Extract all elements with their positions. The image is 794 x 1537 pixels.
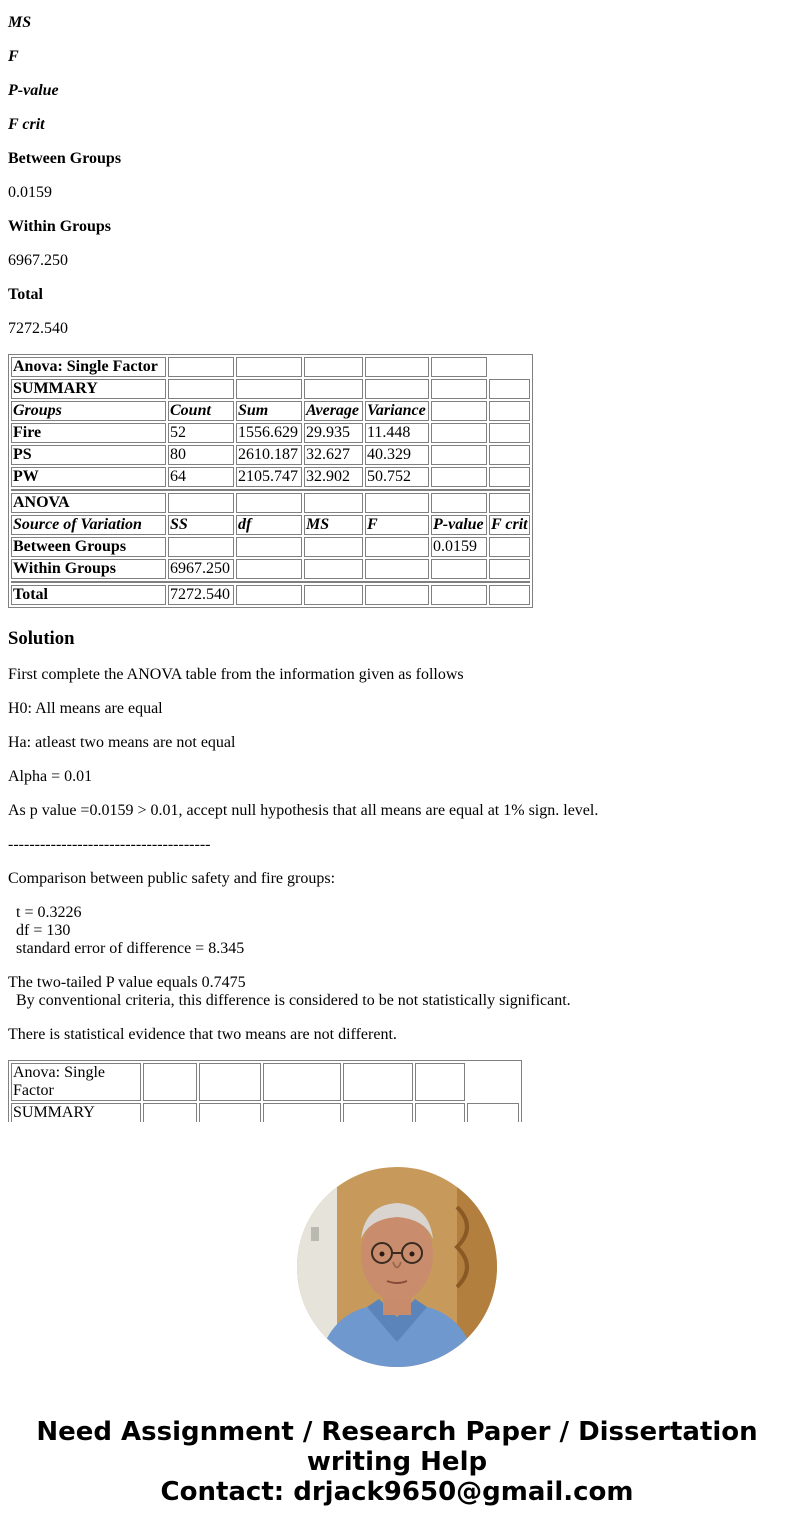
banner-line-1: Need Assignment / Research Paper / Dissertation bbox=[36, 1417, 758, 1447]
column-header: Groups bbox=[11, 401, 166, 421]
group-name: PW bbox=[11, 467, 166, 487]
author-photo bbox=[297, 1167, 497, 1367]
summary-label: SUMMARY bbox=[11, 379, 166, 399]
table-cell: 29.935 bbox=[304, 423, 363, 443]
label-p-value: P-value bbox=[8, 82, 59, 99]
table-cell: 32.902 bbox=[304, 467, 363, 487]
column-header: F bbox=[365, 515, 429, 535]
t-value: t = 0.3226 bbox=[16, 904, 82, 921]
table-row bbox=[11, 537, 530, 557]
column-header: Source of Variation bbox=[11, 515, 166, 535]
anova-header-row bbox=[11, 515, 530, 535]
table-row bbox=[11, 493, 530, 513]
table-cell: 64 bbox=[168, 467, 234, 487]
table-cell: 2610.187 bbox=[236, 445, 302, 465]
table-cell: 11.448 bbox=[365, 423, 429, 443]
t-test-stats bbox=[16, 904, 786, 958]
summary-header-row bbox=[11, 401, 530, 421]
table-row bbox=[11, 467, 530, 487]
anova-table bbox=[8, 354, 533, 608]
standard-error: standard error of difference = 8.345 bbox=[16, 940, 245, 957]
criteria-line: By conventional criteria, this difference is considered to be not statistically significant. bbox=[16, 992, 571, 1009]
source-label: Total bbox=[11, 585, 166, 605]
table-cell: 7272.540 bbox=[168, 585, 234, 605]
value-between-groups: 0.0159 bbox=[8, 184, 52, 201]
column-header: Sum bbox=[236, 401, 302, 421]
value-within-groups: 6967.250 bbox=[8, 252, 68, 269]
conclusion: As p value =0.0159 > 0.01, accept null hypothesis that all means are equal at 1% sign. level. bbox=[8, 802, 599, 819]
banner-line-2: writing Help bbox=[306, 1447, 488, 1477]
table-cell: 50.752 bbox=[365, 467, 429, 487]
source-label: Within Groups bbox=[11, 559, 166, 579]
author-photo-image bbox=[297, 1167, 497, 1367]
contact-banner bbox=[0, 1417, 794, 1507]
df-value: df = 130 bbox=[16, 922, 71, 939]
table-title: Anova: Single Factor bbox=[11, 1063, 141, 1101]
summary-label: SUMMARY bbox=[11, 1103, 141, 1122]
document bbox=[0, 14, 794, 1122]
anova-table-2-clip bbox=[8, 1060, 786, 1122]
solution-heading: Solution bbox=[8, 628, 75, 649]
group-name: PS bbox=[11, 445, 166, 465]
table-cell: 40.329 bbox=[365, 445, 429, 465]
p-value-line: The two-tailed P value equals 0.7475 bbox=[8, 974, 246, 991]
table-row bbox=[11, 585, 530, 605]
comparison-heading: Comparison between public safety and fire groups: bbox=[8, 870, 336, 887]
alternative-hypothesis: Ha: atleast two means are not equal bbox=[8, 734, 236, 751]
label-total: Total bbox=[8, 286, 43, 303]
table-row bbox=[11, 1063, 519, 1101]
label-between-groups: Between Groups bbox=[8, 150, 122, 167]
null-hypothesis: H0: All means are equal bbox=[8, 700, 163, 717]
table-row bbox=[11, 1103, 519, 1122]
label-ms: MS bbox=[8, 14, 32, 31]
label-f: F bbox=[8, 48, 19, 65]
table-cell: 0.0159 bbox=[431, 537, 487, 557]
group-name: Fire bbox=[11, 423, 166, 443]
table-row bbox=[11, 357, 530, 377]
column-header: P-value bbox=[431, 515, 487, 535]
column-header: MS bbox=[304, 515, 363, 535]
table-cell: 1556.629 bbox=[236, 423, 302, 443]
table-cell: 2105.747 bbox=[236, 467, 302, 487]
column-header: Average bbox=[304, 401, 363, 421]
label-within-groups: Within Groups bbox=[8, 218, 112, 235]
table-cell: 32.627 bbox=[304, 445, 363, 465]
column-header: df bbox=[236, 515, 302, 535]
table-cell: 6967.250 bbox=[168, 559, 234, 579]
table-row bbox=[11, 445, 530, 465]
label-f-crit: F crit bbox=[8, 116, 45, 133]
divider-text: -------------------------------------- bbox=[8, 836, 211, 853]
table-row bbox=[11, 559, 530, 579]
banner-contact: Contact: drjack9650@gmail.com bbox=[160, 1477, 634, 1507]
table-row bbox=[11, 423, 530, 443]
alpha-level: Alpha = 0.01 bbox=[8, 768, 93, 785]
column-header: F crit bbox=[491, 516, 528, 533]
anova-label: ANOVA bbox=[11, 493, 166, 513]
table-cell: 80 bbox=[168, 445, 234, 465]
source-label: Between Groups bbox=[11, 537, 166, 557]
table-cell: 52 bbox=[168, 423, 234, 443]
column-header: Variance bbox=[365, 401, 429, 421]
evidence-line: There is statistical evidence that two means are not different. bbox=[8, 1026, 397, 1043]
table-row bbox=[11, 379, 530, 399]
column-header: Count bbox=[168, 401, 234, 421]
anova-table-2 bbox=[8, 1060, 522, 1122]
value-total: 7272.540 bbox=[8, 320, 68, 337]
column-header: SS bbox=[168, 515, 234, 535]
table-title: Anova: Single Factor bbox=[11, 357, 166, 377]
solution-intro: First complete the ANOVA table from the information given as follows bbox=[8, 666, 464, 683]
